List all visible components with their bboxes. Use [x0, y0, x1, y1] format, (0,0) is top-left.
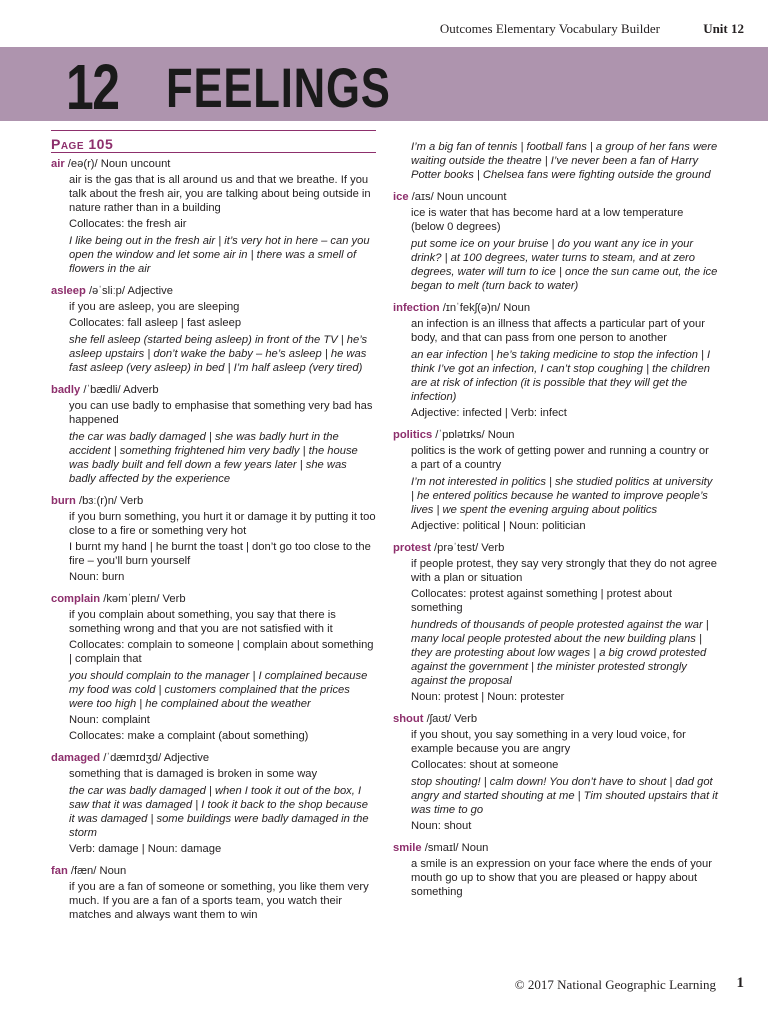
definition: an infection is an illness that affects a particular part of your body, and that can pass from one person to another	[411, 318, 705, 344]
headword: air	[51, 158, 65, 170]
entry-asleep	[51, 284, 376, 375]
definition: you can use badly to emphasise that something very bad has happened	[69, 400, 373, 426]
definition: something that is damaged is broken in some way	[69, 768, 318, 780]
part-of-speech: Verb	[162, 593, 186, 605]
headword: politics	[393, 429, 433, 441]
pronunciation: /fæn/	[70, 865, 97, 877]
entry-infection	[393, 301, 718, 420]
examples: stop shouting! | calm down! You don’t have to shout | dad got angry and started shouting at me | Tim shouted upstairs that it was time to go	[411, 776, 718, 816]
related-forms: Noun: burn	[69, 571, 125, 583]
related-forms: Adjective: infected | Verb: infect	[411, 407, 567, 419]
definition: a smile is an expression on your face where the ends of your mouth go up to show that you are pleased or happy about something	[411, 858, 712, 898]
collocates: Collocates: protest against something | protest about something	[411, 588, 672, 614]
part-of-speech: Noun uncount	[436, 191, 507, 203]
definition: if you burn something, you hurt it or damage it by putting it too close to a fire or something very hot	[69, 511, 376, 537]
pronunciation: /aɪs/	[411, 191, 434, 203]
book-title: Outcomes Elementary Vocabulary Builder	[439, 21, 660, 36]
part-of-speech: Verb	[120, 495, 144, 507]
entry-shout	[393, 712, 718, 833]
part-of-speech: Verb	[481, 542, 505, 554]
definition: if you are a fan of someone or something, you like them very much. If you are a fan of a sports team, you watch their matches and always want them to win	[69, 881, 369, 921]
related-forms: Noun: protest | Noun: protester	[411, 691, 565, 703]
collocates: Collocates: shout at someone	[411, 759, 559, 771]
related-forms: Noun: complaint	[69, 714, 150, 726]
collocates: Collocates: the fresh air	[69, 218, 187, 230]
related-forms: Noun: shout	[411, 820, 472, 832]
examples: put some ice on your bruise | do you want any ice in your drink? | at 100 degrees, water turns to steam, and at zero degrees, water will turn to ice | once the sun came out, the ice began to melt (turn back to water)	[411, 238, 718, 292]
related-forms: Adjective: political | Noun: politician	[411, 520, 586, 532]
pronunciation: /eə(r)/	[67, 158, 98, 170]
pronunciation: /ˈbædli/	[83, 384, 121, 396]
right-column	[393, 137, 718, 907]
headword: burn	[51, 495, 76, 507]
definition: ice is water that has become hard at a low temperature (below 0 degrees)	[411, 207, 684, 233]
entry-badly	[51, 383, 376, 486]
definition: politics is the work of getting power and running a country or a part of a country	[411, 445, 709, 471]
unit-label: Unit 12	[703, 21, 744, 36]
headword: complain	[51, 593, 101, 605]
entry-fan-continued	[393, 140, 718, 182]
definition: if you shout, you say something in a very loud voice, for example because you are angry	[411, 729, 686, 755]
collocates-2: Collocates: make a complaint (about something)	[69, 730, 309, 742]
headword: badly	[51, 384, 81, 396]
examples: hundreds of thousands of people protested against the war | many local people protested about the new building plans | they are protesting about low wages | a big crowd protested against the government | the minister protested strongly against the proposal	[411, 619, 709, 687]
unit-title: FEELINGS	[166, 56, 391, 119]
part-of-speech: Adverb	[123, 384, 159, 396]
examples: she fell asleep (started being asleep) in front of the TV | he’s asleep upstairs | don’t wake the baby – he’s asleep | he was fast asleep (very asleep) in bed | I’m half asleep (very tired)	[69, 334, 368, 374]
left-column	[51, 130, 376, 930]
pronunciation: /ɪnˈfekʃ(ə)n/	[442, 302, 501, 314]
examples: the car was badly damaged | she was badly hurt in the accident | something frightened him very badly | the house was badly built and fell down a few years later | she was badly affected by the experience	[69, 431, 358, 485]
pronunciation: /kəmˈpleɪn/	[103, 593, 160, 605]
part-of-speech: Verb	[454, 713, 478, 725]
pronunciation: /əˈsliːp/	[88, 285, 126, 297]
examples: you should complain to the manager | I complained because my food was cold | customers complained that the prices were too high | he complained about the weather	[69, 670, 368, 710]
entry-fan	[51, 864, 376, 922]
headword: asleep	[51, 285, 86, 297]
part-of-speech: Noun uncount	[100, 158, 171, 170]
collocates: Collocates: complain to someone | complain about something | complain that	[69, 639, 374, 665]
collocates: Collocates: fall asleep | fast asleep	[69, 317, 242, 329]
examples: the car was badly damaged | when I took it out of the box, I saw that it was damaged | I took it back to the shop because it was damaged | some buildings were badly damaged in the storm	[69, 785, 369, 839]
examples: I’m not interested in politics | she studied politics at university | he entered politics because he wanted to improve people’s lives | we spent the evening arguing about politics	[411, 476, 713, 516]
definition: if you complain about something, you say that there is something wrong and that you are not satisfied with it	[69, 609, 336, 635]
entry-smile	[393, 841, 718, 899]
definition: if people protest, they say very strongly that they do not agree with a plan or situation	[411, 558, 717, 584]
part-of-speech: Noun	[461, 842, 489, 854]
page-label: Page 105	[51, 130, 376, 153]
headword: fan	[51, 865, 68, 877]
definition: if you are asleep, you are sleeping	[69, 301, 240, 313]
headword: ice	[393, 191, 409, 203]
part-of-speech: Noun	[503, 302, 531, 314]
headword: smile	[393, 842, 422, 854]
unit-number: 12	[66, 51, 119, 123]
examples: I’m a big fan of tennis | football fans | a group of her fans were waiting outside the theatre | I’ve never been a fan of Harry Potter books | Chelsea fans were fighting outside the ground	[411, 141, 718, 181]
headword: protest	[393, 542, 431, 554]
copyright: © 2017 National Geographic Learning	[514, 977, 716, 992]
entry-complain	[51, 592, 376, 743]
entry-ice	[393, 190, 718, 293]
unit-banner	[0, 47, 768, 121]
pronunciation: /prəˈtest/	[434, 542, 479, 554]
pronunciation: /ˈdæmɪdʒd/	[103, 752, 162, 764]
entry-air	[51, 157, 376, 276]
headword: infection	[393, 302, 440, 314]
examples: I like being out in the fresh air | it’s very hot in here – can you open the window and let some air in | there was a smell of flowers in the air	[69, 235, 370, 275]
headword: shout	[393, 713, 424, 725]
pronunciation: /ˈpɒlətɪks/	[435, 429, 485, 441]
entry-damaged	[51, 751, 376, 856]
headword: damaged	[51, 752, 101, 764]
entry-burn	[51, 494, 376, 584]
pronunciation: /bɜː(r)n/	[78, 495, 118, 507]
pronunciation: /smaɪl/	[424, 842, 459, 854]
pronunciation: /ʃaʊt/	[426, 713, 451, 725]
part-of-speech: Noun	[487, 429, 515, 441]
definition: air is the gas that is all around us and that we breathe. If you talk about the fresh air, you are talking about being outside in nature rather than in a building	[69, 174, 371, 214]
entry-politics	[393, 428, 718, 533]
examples: an ear infection | he’s taking medicine to stop the infection | I think I’ve got an infection, I can’t stop coughing | the children are at risk of infection (it is possible that they will get the infection)	[411, 349, 711, 403]
running-header	[0, 18, 768, 40]
examples: I burnt my hand | he burnt the toast | don’t go too close to the fire – you’ll burn yourself	[69, 541, 371, 567]
part-of-speech: Adjective	[163, 752, 210, 764]
part-of-speech: Adjective	[127, 285, 173, 297]
part-of-speech: Noun	[99, 865, 127, 877]
page-number: 1	[736, 975, 744, 991]
entry-protest	[393, 541, 718, 704]
related-forms: Verb: damage | Noun: damage	[69, 843, 222, 855]
